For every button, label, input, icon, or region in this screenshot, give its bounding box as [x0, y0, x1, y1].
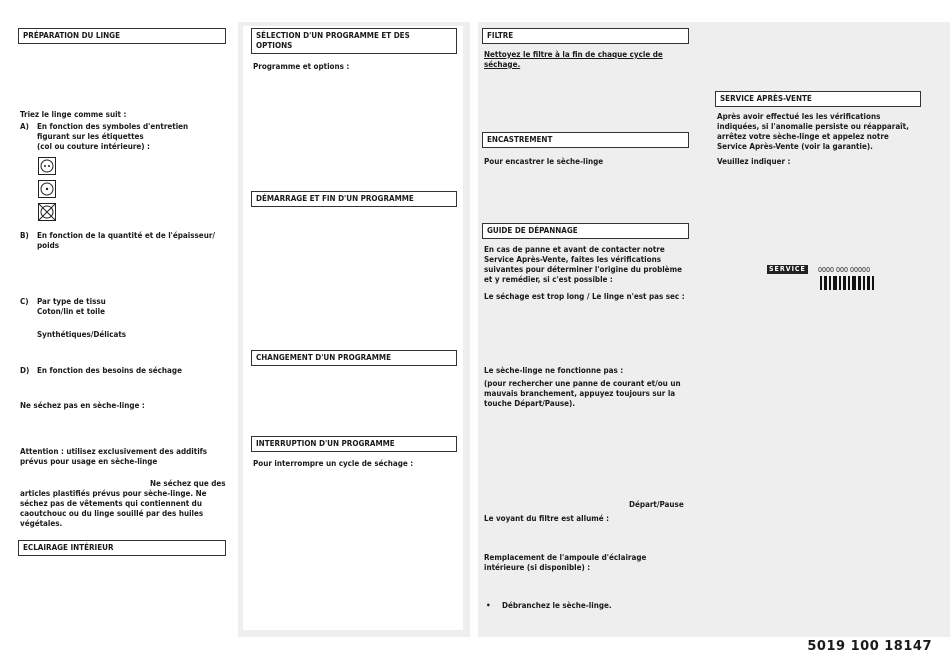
- heading-filter: FILTRE: [482, 28, 689, 44]
- item-c-text: Par type de tissu Coton/lin et toile: [37, 297, 106, 316]
- heading-installation: ENCASTREMENT: [482, 132, 689, 148]
- trouble-not-working-text: (pour rechercher une panne de courant et/ou un mauvais branchement, appuyez toujours sur la touche Départ/Pause).: [484, 379, 681, 408]
- barcode-icon: [820, 276, 876, 290]
- heading-preparation: PRÉPARATION DU LINGE: [18, 28, 226, 44]
- item-b-label: B): [20, 231, 29, 240]
- item-c-label: C): [20, 297, 29, 306]
- filter-text: Nettoyez le filtre à la fin de chaque cycle de séchage.: [484, 50, 663, 69]
- tumble-dry-normal-icon: [38, 157, 56, 175]
- do-not-tumble-dry-icon: [38, 203, 56, 221]
- troubleshooting-intro: En cas de panne et avant de contacter notre Service Après-Vente, faites les vérifications suivantes pour déterminer l'origine du problème et y remédier, si c'est possible :: [484, 245, 682, 284]
- unplug-text: Débranchez le sèche-linge.: [502, 601, 612, 610]
- please-indicate: Veuillez indiquer :: [717, 157, 791, 166]
- item-a-label: A): [20, 122, 29, 131]
- heading-interior-light: ECLAIRAGE INTÉRIEUR: [18, 540, 226, 556]
- heading-program-interrupt: INTERRUPTION D'UN PROGRAMME: [251, 436, 457, 452]
- item-a-text: En fonction des symboles d'entretien figurant sur les étiquettes (col ou couture intérieure) :: [37, 122, 189, 151]
- column-2-inner: [243, 26, 463, 630]
- heading-after-sales-service: SERVICE APRÈS-VENTE: [715, 91, 921, 107]
- bulb-replacement: Remplacement de l'ampoule d'éclairage intérieure (si disponible) :: [484, 553, 647, 572]
- item-d-text: En fonction des besoins de séchage: [37, 366, 182, 375]
- trouble-drying-too-long: Le séchage est trop long / Le linge n'est pas sec :: [484, 292, 685, 301]
- heading-program-selection: SÉLECTION D'UN PROGRAMME ET DES OPTIONS: [251, 28, 457, 54]
- service-number: 0000 000 00000: [818, 266, 871, 274]
- tumble-dry-low-icon: [38, 180, 56, 198]
- program-options-label: Programme et options :: [253, 62, 350, 71]
- depart-pause-label: Départ/Pause: [629, 500, 684, 509]
- do-not-dry-label: Ne séchez pas en sèche-linge :: [20, 401, 145, 410]
- item-c-synthetics: Synthétiques/Délicats: [37, 330, 127, 339]
- interrupt-text: Pour interrompre un cycle de séchage :: [253, 459, 414, 468]
- item-d-label: D): [20, 366, 30, 375]
- installation-text: Pour encastrer le sèche-linge: [484, 157, 604, 166]
- heading-program-start-end: DÉMARRAGE ET FIN D'UN PROGRAMME: [251, 191, 457, 207]
- service-tag: SERVICE: [769, 265, 806, 273]
- trouble-not-working: Le sèche-linge ne fonctionne pas :: [484, 366, 624, 375]
- heading-program-change: CHANGEMENT D'UN PROGRAMME: [251, 350, 457, 366]
- column-2-frame: [238, 22, 470, 637]
- do-not-dry-2-text: articles plastifiés prévus pour sèche-linge. Ne séchez pas de vêtements qui contiennent du caoutchouc ou du linge souillé par des huiles végétales.: [20, 489, 207, 528]
- heading-troubleshooting: GUIDE DE DÉPANNAGE: [482, 223, 689, 239]
- bullet-icon: •: [486, 601, 491, 610]
- do-not-dry-2-right: Ne séchez que des: [150, 479, 226, 488]
- after-sales-text: Après avoir effectué les les vérifications indiquées, si l'anomalie persiste ou réapparaît, arrêtez votre sèche-linge et appelez notre Service Après-Vente (voir la garantie).: [717, 112, 909, 151]
- sort-intro: Triez le linge comme suit :: [20, 110, 127, 119]
- item-b-text: En fonction de la quantité et de l'épaisseur/ poids: [37, 231, 215, 250]
- document-number: 5019 100 18147: [807, 639, 932, 654]
- attention-text: Attention : utilisez exclusivement des additifs prévus pour usage en sèche-linge: [20, 447, 208, 466]
- filter-light-on: Le voyant du filtre est allumé :: [484, 514, 609, 523]
